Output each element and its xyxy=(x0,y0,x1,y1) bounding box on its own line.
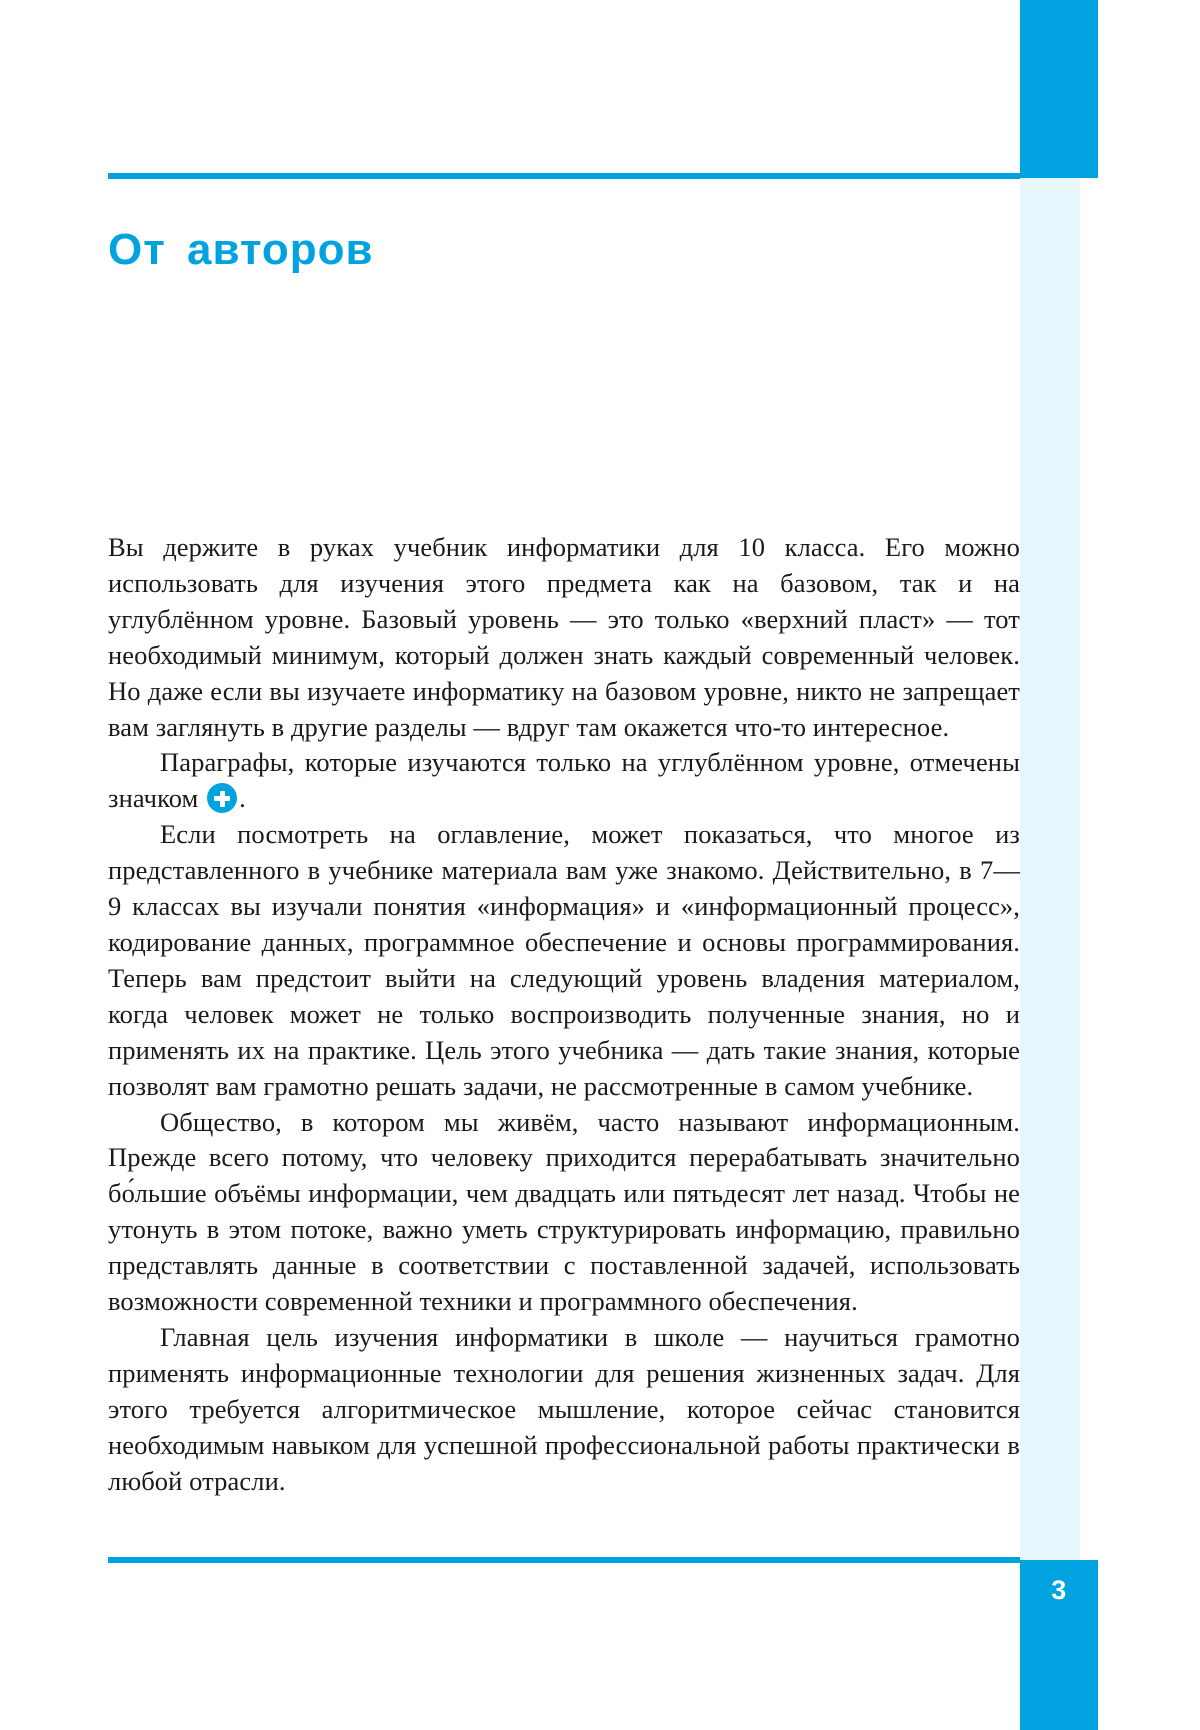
paragraph-1: Вы держите в руках учебник информатики для 10 класса. Его можно использовать для изучения этого предмета как на базовом, так и на углублённом уровне. Базовый уровень — это только «верхний пласт» — тот необходимый минимум, который должен знать каждый современный человек. Но даже если вы изучаете информатику на базовом уровне, никто не запрещает вам заглянуть в другие разделы — вдруг там окажется что-то интересное. xyxy=(108,532,1020,742)
page-title: От авторов xyxy=(108,225,374,275)
right-light-band xyxy=(1020,0,1080,1730)
header-rule xyxy=(108,173,1020,179)
plus-circle-icon xyxy=(207,783,237,813)
paragraph-2-text-after-icon: . xyxy=(239,783,246,814)
paragraph-3: Если посмотреть на оглавление, может показаться, что многое из представленного в учебнике материала вам уже знакомо. Действительно, в 7—9 классах вы изучали понятия «информация» и «информационный процесс», кодирование данных, программное обеспечение и основы программирования. Теперь вам предстоит выйти на следующий уровень владения материалом, когда человек может не только воспроизводить полученные знания, но и применять их на практике. Цель этого учебника — дать такие знания, которые позволят вам грамотно решать задачи, не рассмотренные в самом учебнике. xyxy=(108,819,1020,1101)
paragraph-4: Общество, в котором мы живём, часто называют информационным. Прежде всего потому, что человеку приходится перерабатывать значительно бо́льшие объёмы информации, чем двадцать или пятьдесят лет назад. Чтобы не утонуть в этом потоке, важно уметь структурировать информацию, правильно представлять данные в соответствии с поставленной задачей, использовать возможности современной техники и программного обеспечения. xyxy=(108,1106,1020,1317)
footer-rule xyxy=(108,1557,1020,1563)
paragraph-2 xyxy=(108,745,1020,817)
document-body xyxy=(108,530,1020,1499)
paragraph-5: Главная цель изучения информатики в школе — научиться грамотно применять информационные технологии для решения жизненных задач. Для этого требуется алгоритмическое мышление, которое сейчас становится необходимым навыком для успешной профессиональной работы практически в любой отрасли. xyxy=(108,1321,1020,1496)
page-number: 3 xyxy=(1051,1575,1067,1605)
top-right-accent-square xyxy=(1020,0,1098,178)
paragraph-2-text-before-icon: Параграфы, которые изучаются только на углублённом уровне, отмечены значком xyxy=(108,747,1020,814)
